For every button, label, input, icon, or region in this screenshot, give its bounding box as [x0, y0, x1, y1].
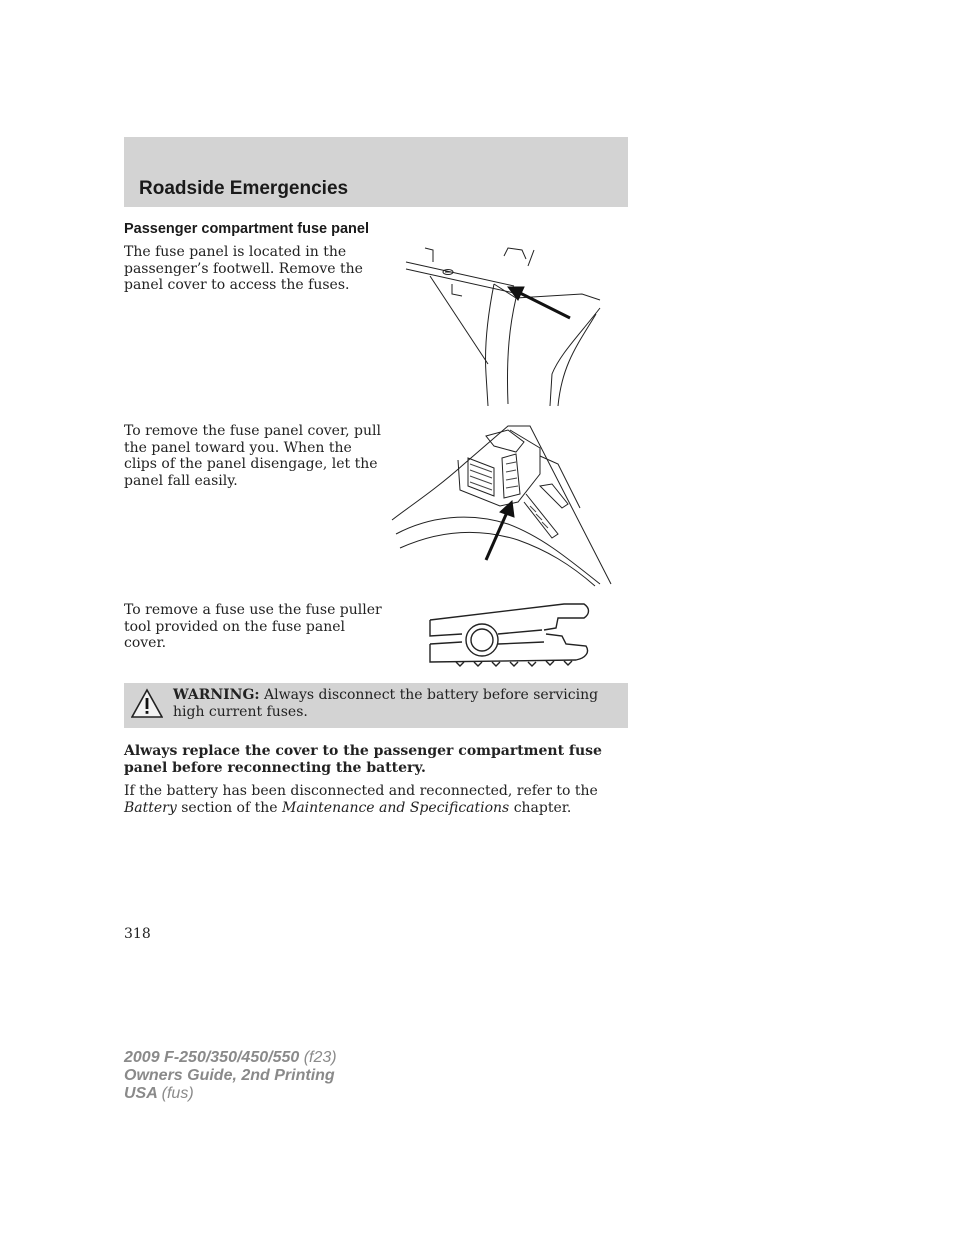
footer-model-code: (f23) — [303, 1049, 337, 1066]
footer-region-code: (fus) — [161, 1085, 194, 1102]
publication-footer — [124, 1049, 337, 1103]
footer-region: USA — [124, 1085, 158, 1102]
footer-model: 2009 F-250/350/450/550 — [124, 1049, 300, 1066]
remove-panel-cover-illustration — [390, 424, 612, 588]
section-header-band — [124, 137, 628, 207]
warning-text — [173, 687, 621, 720]
fuse-puller-paragraph: To remove a fuse use the fuse puller tool provided on the fuse panel cover. — [124, 602, 382, 651]
warning-message: Always disconnect the battery before servicing high current fuses. — [173, 687, 599, 720]
fuse-puller-tool-illustration — [426, 600, 602, 668]
page-number: 318 — [124, 926, 151, 942]
maintenance-chapter-link: Maintenance and Specifications — [282, 800, 510, 816]
location-paragraph: The fuse panel is located in the passenger’s footwell. Remove the panel cover to access the fuses. — [124, 244, 363, 293]
warning-label: WARNING: — [173, 687, 260, 703]
warning-triangle-icon — [131, 688, 163, 720]
reference-middle: section of the — [181, 800, 278, 816]
section-title: Roadside Emergencies — [139, 178, 349, 199]
footwell-fuse-panel-illustration — [400, 244, 602, 408]
remove-cover-paragraph: To remove the fuse panel cover, pull the panel toward you. When the clips of the panel disengage, let the panel fall easily. — [124, 423, 381, 489]
reference-suffix: chapter. — [513, 800, 572, 816]
battery-section-link: Battery — [124, 800, 177, 816]
replace-cover-notice: Always replace the cover to the passenger compartment fuse panel before reconnecting the battery. — [124, 743, 602, 776]
fuse-panel-heading: Passenger compartment fuse panel — [124, 221, 369, 237]
warning-box — [124, 683, 628, 728]
battery-reference-paragraph — [124, 783, 624, 817]
reference-prefix: If the battery has been disconnected and reconnected, refer to the — [124, 783, 598, 799]
footer-printing: Owners Guide, 2nd Printing — [124, 1067, 335, 1084]
